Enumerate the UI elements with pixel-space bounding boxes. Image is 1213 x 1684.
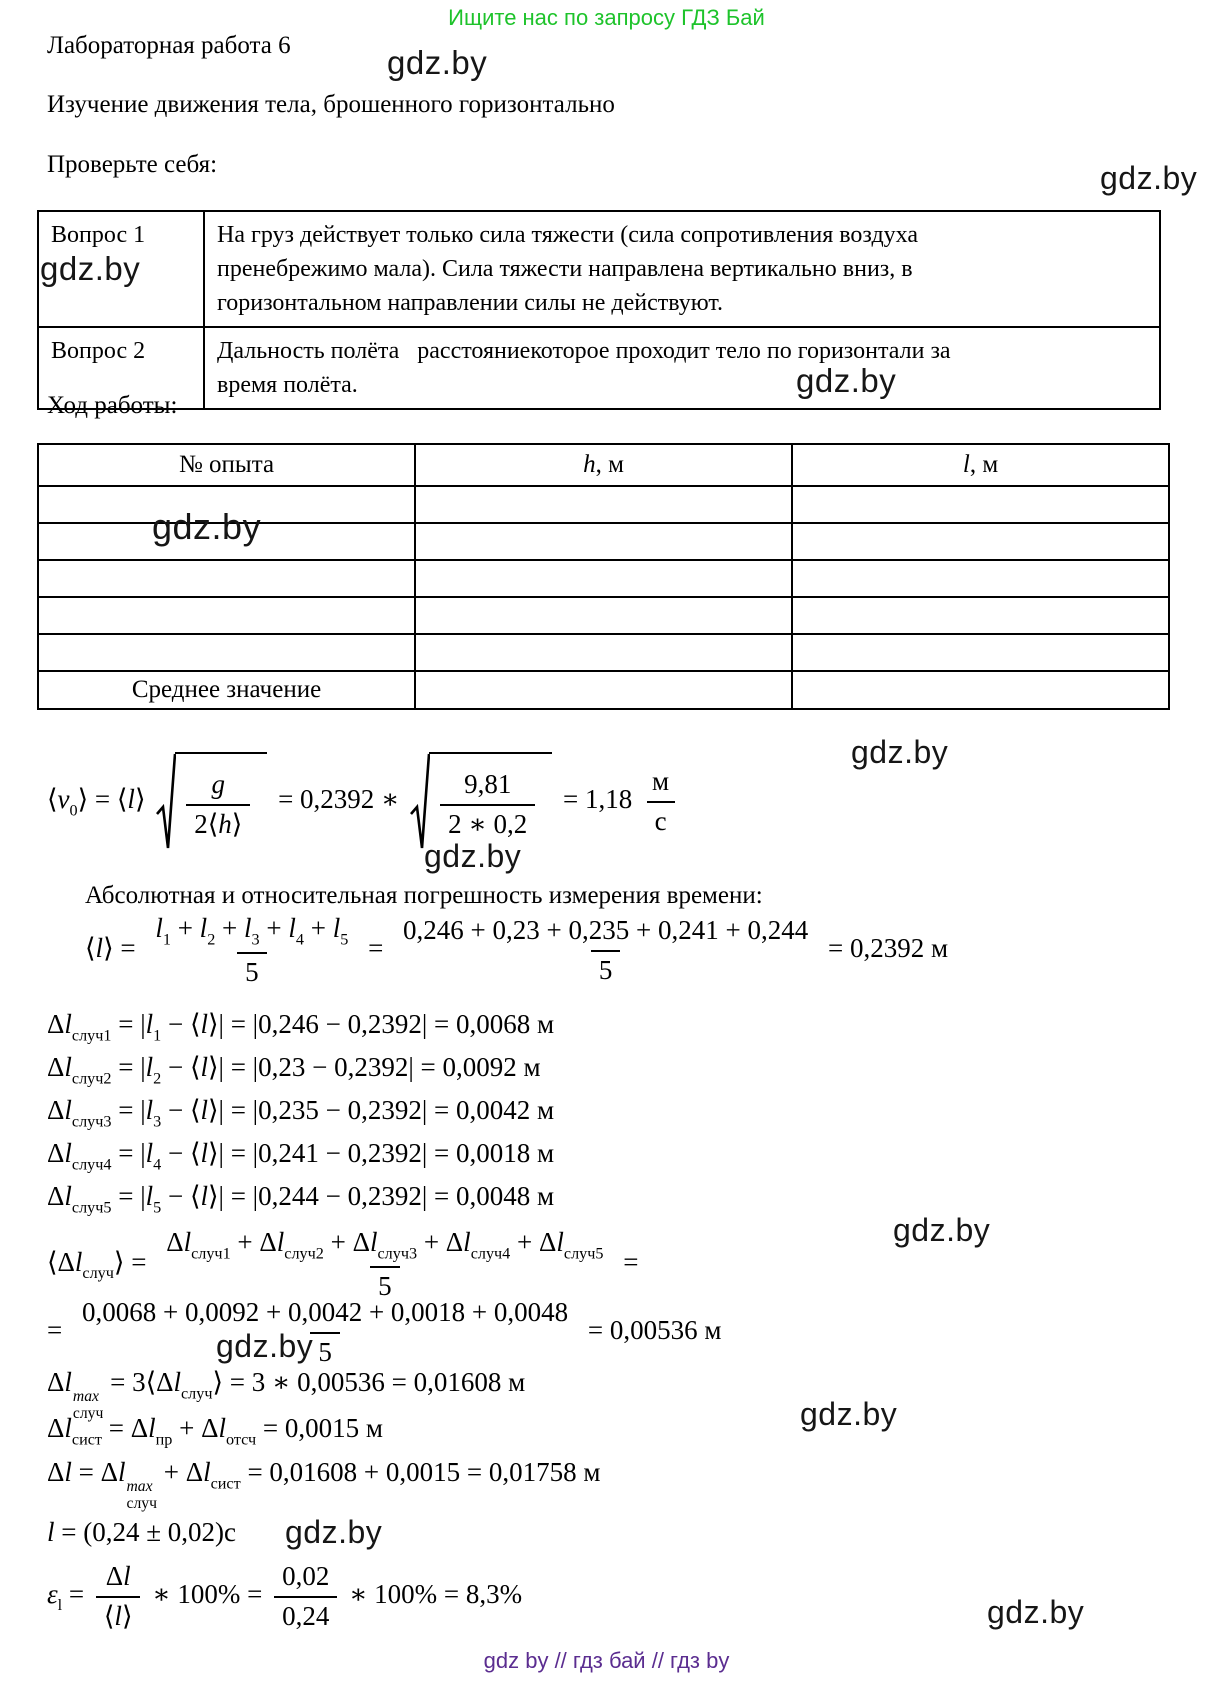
question-label: Вопрос 1 (38, 211, 204, 327)
watermark-gdz: gdz.by (285, 1514, 383, 1550)
empty-cell (792, 560, 1169, 597)
results-empty-row (38, 560, 1169, 597)
formula-epsilon-l: $\varepsilon_l$ = $\frac{\Delta l}{⟨l⟩}$ ∗ 100% = $\frac{0,02}{0,24}$ ∗ 100% = 8,3% (47, 1560, 522, 1634)
questions-table (37, 210, 1161, 410)
empty-cell (415, 560, 792, 597)
formula-v0: $⟨v_0⟩$ = ⟨l⟩ $\frac{g}{2⟨h⟩}$ = 0,2392 ∗ $\frac{9,81}{2 ∗ 0,2}$ = 1,18 $\frac{м}{с}$ (47, 752, 682, 852)
empty-cell (792, 597, 1169, 634)
empty-cell (415, 523, 792, 560)
work-procedure-title: Ход работы: (47, 392, 178, 419)
results-table (37, 443, 1170, 710)
empty-cell (792, 486, 1169, 523)
header-experiment-number: № опыта (38, 444, 415, 486)
empty-cell (415, 671, 792, 709)
results-empty-row (38, 634, 1169, 671)
formula-dl-sluch-avg-value: = $\frac{0,0068 + 0,0092 + 0,0042 + 0,0018 + 0,0048}{5}$ = 0,00536 м (47, 1296, 721, 1370)
promo-banner: Ищите нас по запросу ГДЗ Бай (448, 5, 765, 30)
watermark-gdz: gdz.by (893, 1212, 991, 1248)
watermark-gdz: gdz.by (387, 44, 488, 81)
formula-dl-total: Δl = Δl max случ + $\Delta l_{сист} = 0,01608 + 0,0015 = 0,01758$ м (47, 1457, 601, 1513)
empty-cell (38, 560, 415, 597)
error-section-title: Абсолютная и относительная погрешность измерения времени: (85, 882, 763, 909)
footer-links: gdz by // гдз бай // гдз by (483, 1648, 730, 1673)
question-text: На груз действует только сила тяжести (сила сопротивления воздуха пренебрежимо мала). Сила тяжести направлена вертикально вниз, в горизонтальном направлении силы не действуют. (204, 211, 1160, 327)
watermark-gdz: gdz.by (851, 734, 949, 770)
empty-cell (38, 634, 415, 671)
results-header-row (38, 444, 1169, 486)
empty-cell (792, 523, 1169, 560)
empty-cell (38, 597, 415, 634)
watermark-gdz: gdz.by (152, 506, 262, 547)
question-label: Вопрос 2 (38, 327, 204, 409)
question-row (38, 327, 1160, 409)
empty-cell (792, 671, 1169, 709)
watermark-gdz: gdz.by (800, 1396, 898, 1432)
empty-cell (415, 597, 792, 634)
formula-dl-sluch-max: Δl max случ = $3⟨\Delta l_{случ}⟩ = 3$ ∗ 0,00536 = 0,01608 м (47, 1367, 526, 1423)
formula-dl-sluch-2: $\Delta l_{случ2} = |l_2$ − ⟨l⟩| = |0,23 − 0,2392| = 0,0092 м (47, 1052, 541, 1088)
header-h-meters: h, м (415, 444, 792, 486)
results-empty-row (38, 597, 1169, 634)
check-yourself-label: Проверьте себя: (47, 151, 218, 178)
formula-dl-sluch-1: $\Delta l_{случ1} = |l_1$ − ⟨l⟩| = |0,246 − 0,2392| = 0,0068 м (47, 1009, 555, 1045)
watermark-gdz: gdz.by (424, 838, 522, 874)
average-label: Среднее значение (38, 671, 415, 709)
page-title: Лабораторная работа 6 (47, 32, 291, 59)
watermark-gdz: gdz.by (1100, 160, 1198, 196)
empty-cell (792, 634, 1169, 671)
formula-dl-sist: $\Delta l_{сист} = \Delta l_{пр} + \Delta l_{отсч} = 0,0015$ м (47, 1413, 383, 1449)
empty-cell (415, 486, 792, 523)
average-row (38, 671, 1169, 709)
formula-dl-sluch-3: $\Delta l_{случ3} = |l_3$ − ⟨l⟩| = |0,235 − 0,2392| = 0,0042 м (47, 1095, 555, 1131)
formula-dl-sluch-5: $\Delta l_{случ5} = |l_5$ − ⟨l⟩| = |0,244 − 0,2392| = 0,0048 м (47, 1181, 555, 1217)
watermark-gdz: gdz.by (216, 1328, 314, 1364)
formula-l-average: ⟨l⟩ = $\frac{l_1 + l_2 + l_3 + l_4 + l_5}{5}$ = $\frac{0,246 + 0,23 + 0,235 + 0,241 + 0,244}{5}$ = 0,2392 м (85, 912, 948, 989)
question-row (38, 211, 1160, 327)
formula-l-result: l = (0,24 ± 0,02)с (47, 1517, 237, 1547)
header-l-meters: l, м (792, 444, 1169, 486)
question-text: Дальность полёта расстояниекоторое проходит тело по горизонтали за время полёта. (204, 327, 1160, 409)
watermark-gdz: gdz.by (796, 362, 897, 399)
formula-dl-sluch-4: $\Delta l_{случ4} = |l_4$ − ⟨l⟩| = |0,241 − 0,2392| = 0,0018 м (47, 1138, 555, 1174)
page-subtitle: Изучение движения тела, брошенного горизонтально (47, 91, 615, 118)
empty-cell (415, 634, 792, 671)
formula-dl-sluch-avg: $⟨\Delta l_{случ}⟩$ = $\frac{\Delta l_{случ1} + \Delta l_{случ2} + \Delta l_{случ3} + \Delta l_{случ4} + \Delta l_{случ5}}{5}$ = (47, 1226, 638, 1303)
watermark-gdz: gdz.by (40, 250, 141, 287)
watermark-gdz: gdz.by (987, 1594, 1085, 1630)
